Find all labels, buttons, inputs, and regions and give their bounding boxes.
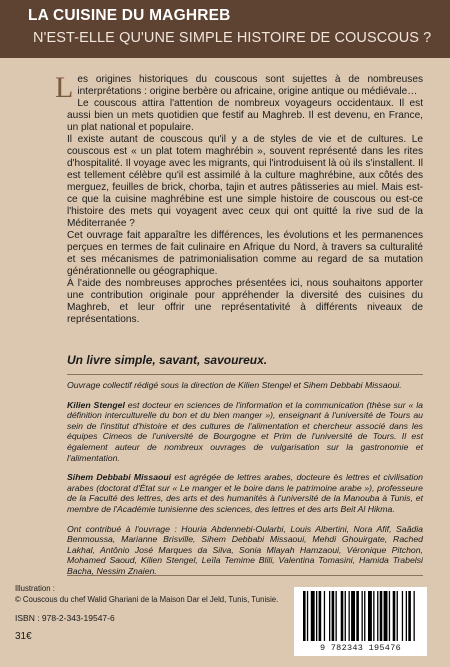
illustration-credit — [15, 583, 278, 605]
author-2-name: Sihem Debbabi Missaoui — [67, 472, 172, 483]
blurb-paragraph-4: Cet ouvrage fait apparaître les différences, les évolutions et les permanences perçues en termes de fait culinaire en Afrique du Nord, à travers sa culturalité et ses mécanismes de patrimonialisation comme au regard de sa mutation générationnelle ou géographique. — [67, 230, 423, 277]
barcode-number: 9 782343 195476 — [319, 643, 401, 653]
price: 31€ — [15, 631, 32, 642]
author-1-name: Kilien Stengel — [67, 399, 125, 410]
illustration-text: © Couscous du chef Walid Ghariani de la Maison Dar el Jeld, Tunis, Tunisie. — [15, 595, 279, 604]
blurb-paragraph-1 — [55, 71, 423, 104]
author-2-text: est agrégée de lettres arabes, docteure ès lettres et civilisation arabes (doctorat d'État sur « Le manger et le boire dans le patrimoine arabe »), professeure de la Faculté des lettres, des arts et des humanités à l'université de la Manouba à Tunis, et membre de l'Académie tunisienne des sciences, des lettres et des arts Beit Al Hikma. — [67, 472, 423, 514]
tagline: Un livre simple, savant, savoureux. — [67, 353, 268, 367]
blurb-paragraph-5: À l'aide des nombreuses approches présentées ici, nous souhaitons apporter une contribution originale pour appréhender la diversité des cuisines du Maghreb, et leur offrir une représentativité à différents niveaux de représentations. — [67, 278, 423, 325]
header-band — [0, 0, 450, 58]
blurb-paragraph-2: Le couscous attira l'attention de nombreux voyageurs occidentaux. Il est aussi bien un mets quotidien que festif au Maghreb. Il est devenu, en France, un plat national et populaire. — [67, 98, 423, 133]
authors-section — [67, 380, 423, 577]
book-title: LA CUISINE DU MAGHREB — [28, 7, 231, 24]
contributors: Ont contribué à l'ouvrage : Houria Abdennebi-Oularbi, Louis Albertini, Nora Afif, Saâdia Benmoussa, Marianne Brisville, Sihem Debbabi Missaoui, Mehdi Ghouirgate, Rached Lakhal, Antônio José Marques da Silva, Sonia Mlayah Hamzaoui, Véronique Pitchon, Mohamed Saoud, Kilien Stengel, Leïla Temime Blili, Valentina Tomasini, Hamida Trabelsi Bacha, Nessim Znaien. — [67, 523, 423, 576]
divider-bottom — [67, 575, 423, 576]
barcode-bars-icon — [294, 587, 427, 643]
book-subtitle: N'EST-ELLE QU'UNE SIMPLE HISTOIRE DE COUSCOUS ? — [33, 30, 432, 46]
blurb-paragraph-3: Il existe autant de couscous qu'il y a de styles de vie et de cultures. Le couscous est « un plat totem maghrébin », souvent représenté dans les rites d'hospitalité. Il voyage avec les migrants, qui l'introduisent là où ils s'installent. Il est tellement célèbre qu'il est assimilé à la culture maghrébine, aux côtés des merguez, feuilles de brick, chorba, tajin et autres pâtisseries au miel. Mais est-ce que la cuisine maghrébine est une simple histoire de couscous ou est-ce l'histoire des mets qui voyagent avec ceux qui ont quitté la rive sud de la Méditerranée ? — [67, 134, 423, 229]
authors-intro: Ouvrage collectif rédigé sous la direction de Kilien Stengel et Sihem Debbabi Missaoui. — [67, 380, 402, 390]
author-1-text: est docteur en sciences de l'information et la communication (thèse sur « la définition interculturelle du bon et du bien manger »), enseignant à l'université de Tours au sein de l'institut d'histoire et des cultures de l'alimentation et chercheur associé dans les équipes Cimeos de l'université de Bourgogne et Prim de l'université de Tours. Il est également auteur de nombreux ouvrages de vulgarisation sur la gastronomie et l'alimentation. — [67, 399, 423, 463]
author-2-bio — [67, 472, 423, 514]
illustration-label: Illustration : — [15, 584, 55, 593]
blurb-p1-text: es origines historiques du couscous sont sujettes à de nombreuses interprétations : origine berbère ou africaine, origine antique ou médiévale… — [77, 74, 423, 97]
divider-top — [67, 374, 423, 375]
dropcap-letter: L — [55, 71, 74, 104]
blurb — [55, 71, 423, 326]
barcode — [294, 587, 427, 656]
isbn: ISBN : 978-2-343-19547-6 — [15, 613, 115, 623]
author-1-bio — [67, 400, 423, 464]
